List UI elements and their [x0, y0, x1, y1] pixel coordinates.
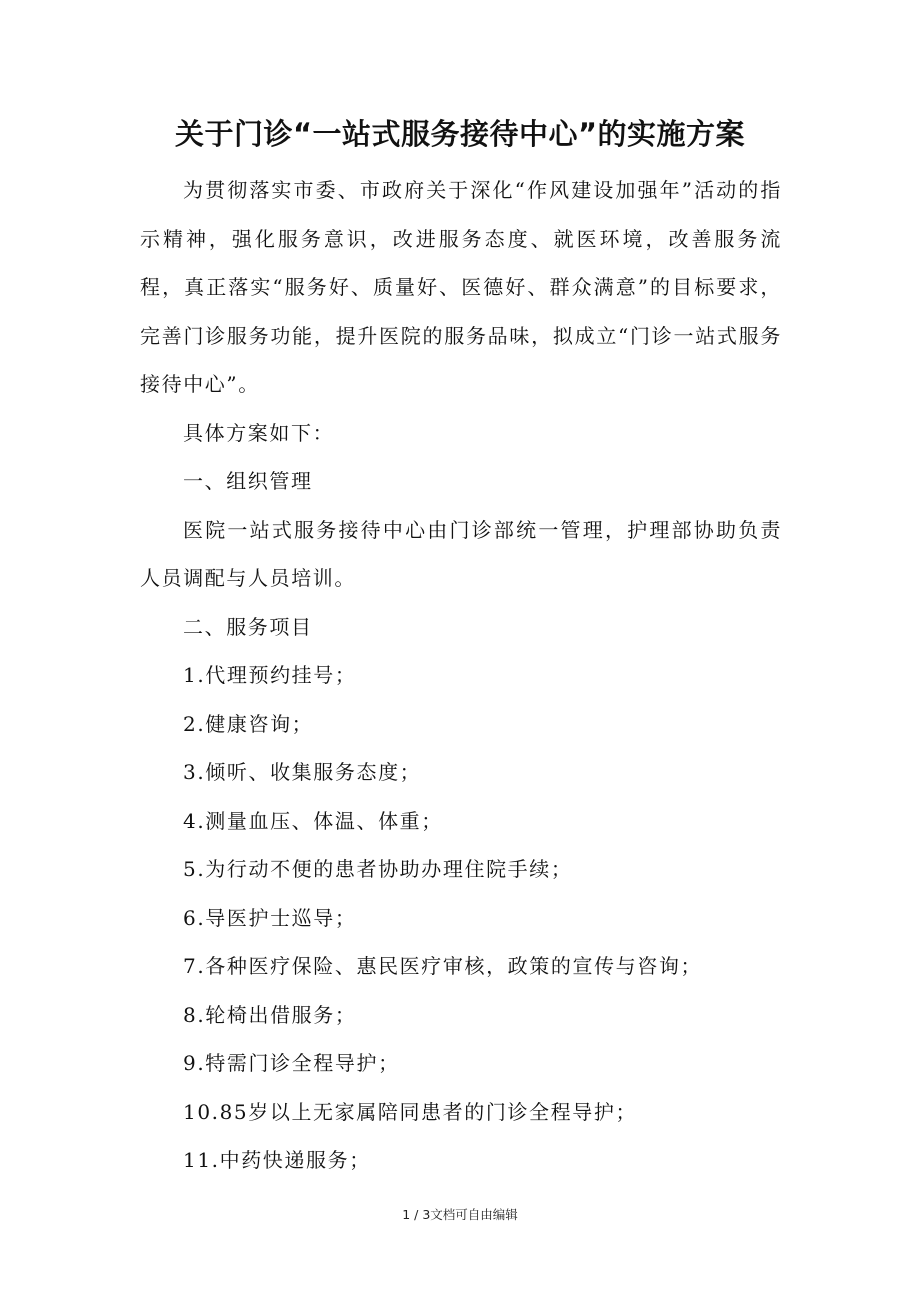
service-item: 8.轮椅出借服务；	[183, 1002, 357, 1027]
plan-intro: 具体方案如下：	[183, 420, 335, 445]
service-item: 1.代理预约挂号；	[183, 663, 357, 687]
service-item: 3.倾听、收集服务态度；	[183, 760, 422, 784]
organization-paragraph: 医院一站式服务接待中心由门诊部统一管理，护理部协助负责人员调配与人员培训。	[140, 517, 782, 590]
service-item: 2.健康咨询；	[183, 711, 314, 736]
service-item: 11.中药快递服务；	[183, 1148, 371, 1172]
service-item: 10.85岁以上无家属陪同患者的门诊全程导护；	[183, 1099, 638, 1124]
section-heading-organization: 一、组织管理	[183, 469, 313, 493]
service-item: 5.为行动不便的患者协助办理住院手续；	[183, 857, 573, 881]
document-title: 关于门诊“一站式服务接待中心”的实施方案	[174, 117, 746, 151]
service-item: 7.各种医疗保险、惠民医疗审核，政策的宣传与咨询；	[183, 954, 703, 978]
service-item: 6.导医护士巡导；	[183, 905, 357, 930]
intro-paragraph: 为贯彻落实市委、市政府关于深化“作风建设加强年”活动的指示精神，强化服务意识，改进服务态度、就医环境，改善服务流程，真正落实“服务好、质量好、医德好、群众满意”的目标要求，完善门诊服务功能，提升医院的服务品味，拟成立“门诊一站式服务接待中心”。	[140, 178, 782, 396]
service-item: 9.特需门诊全程导护；	[183, 1051, 400, 1075]
page-footer: 1 / 3文档可自由编辑	[402, 1207, 518, 1222]
document-body	[140, 166, 782, 1185]
service-item: 4.测量血压、体温、体重；	[183, 808, 443, 833]
section-heading-services: 二、服务项目	[183, 614, 313, 639]
